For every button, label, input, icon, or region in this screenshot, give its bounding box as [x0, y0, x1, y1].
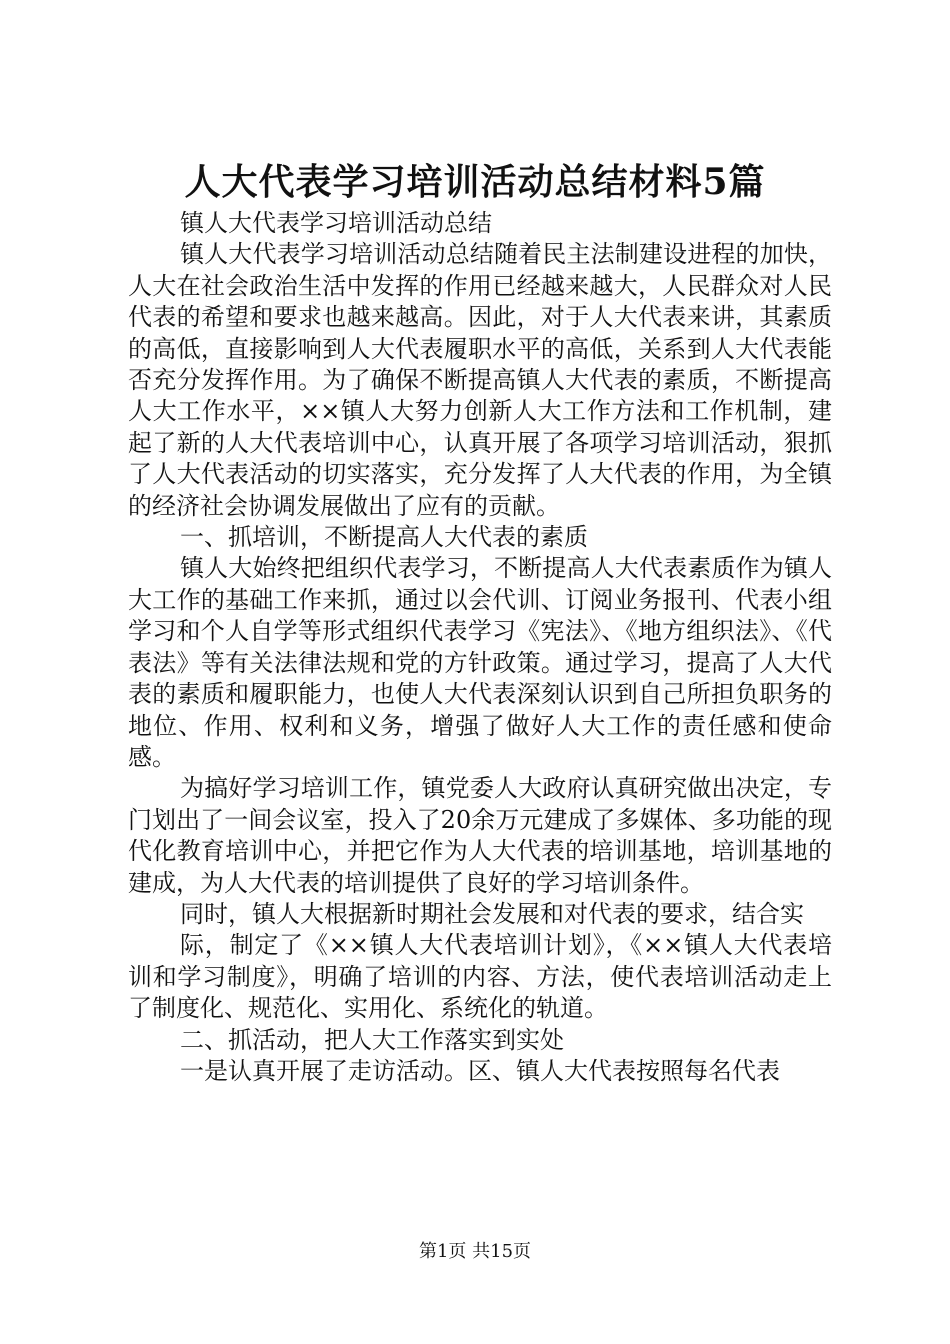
section-heading: 一、抓培训，不断提高人大代表的素质	[180, 523, 588, 552]
document-title: 人大代表学习培训活动总结材料5篇	[184, 161, 766, 203]
body-paragraph: 镇人大代表学习培训活动总结随着民主法制建设进程的加快，人大在社会政治生活中发挥的作用已经越来越大，人民群众对人民代表的希望和要求也越来越高。因此，对于人大代表来讲，其素质的高低，直接影响到人大代表履职水平的高低，关系到人大代表能否充分发挥作用。为了确保不断提高镇人大代表的素质，不断提高人大工作水平，××镇人大努力创新人大工作方法和工作机制，建起了新的人大代表培训中心，认真开展了各项学习培训活动，狠抓了人大代表活动的切实落实，充分发挥了人大代表的作用，为全镇的经济社会协调发展做出了应有的贡献。	[128, 240, 832, 520]
body-paragraph: 镇人大始终把组织代表学习，不断提高人大代表素质作为镇人大工作的基础工作来抓，通过以会代训、订阅业务报刊、代表小组学习和个人自学等形式组织代表学习《宪法》、《地方组织法》、《代表法》等有关法律法规和党的方针政策。通过学习，提高了人大代表的素质和履职能力，也使人大代表深刻认识到自己所担负职务的地位、作用、权利和义务，增强了做好人大工作的责任感和使命感。	[128, 554, 832, 771]
section-heading: 二、抓活动，把人大工作落实到实处	[180, 1025, 564, 1054]
body-paragraph: 镇人大代表学习培训活动总结	[180, 209, 492, 237]
body-paragraph: 一是认真开展了走访活动。区、镇人大代表按照每名代表	[180, 1056, 780, 1085]
document-body	[128, 208, 832, 1087]
body-paragraph: 为搞好学习培训工作，镇党委人大政府认真研究做出决定，专门划出了一间会议室，投入了20余万元建成了多媒体、多功能的现代化教育培训中心，并把它作为人大代表的培训基地，培训基地的建成，为人大代表的培训提供了良好的学习培训条件。	[128, 774, 832, 897]
page-number-footer: 第1页 共15页	[418, 1241, 532, 1262]
body-paragraph: 际，制定了《××镇人大代表培训计划》，《××镇人大代表培训和学习制度》，明确了培训的内容、方法，使代表培训活动走上了制度化、规范化、实用化、系统化的轨道。	[128, 931, 832, 1023]
body-paragraph: 同时，镇人大根据新时期社会发展和对代表的要求，结合实	[180, 899, 804, 928]
